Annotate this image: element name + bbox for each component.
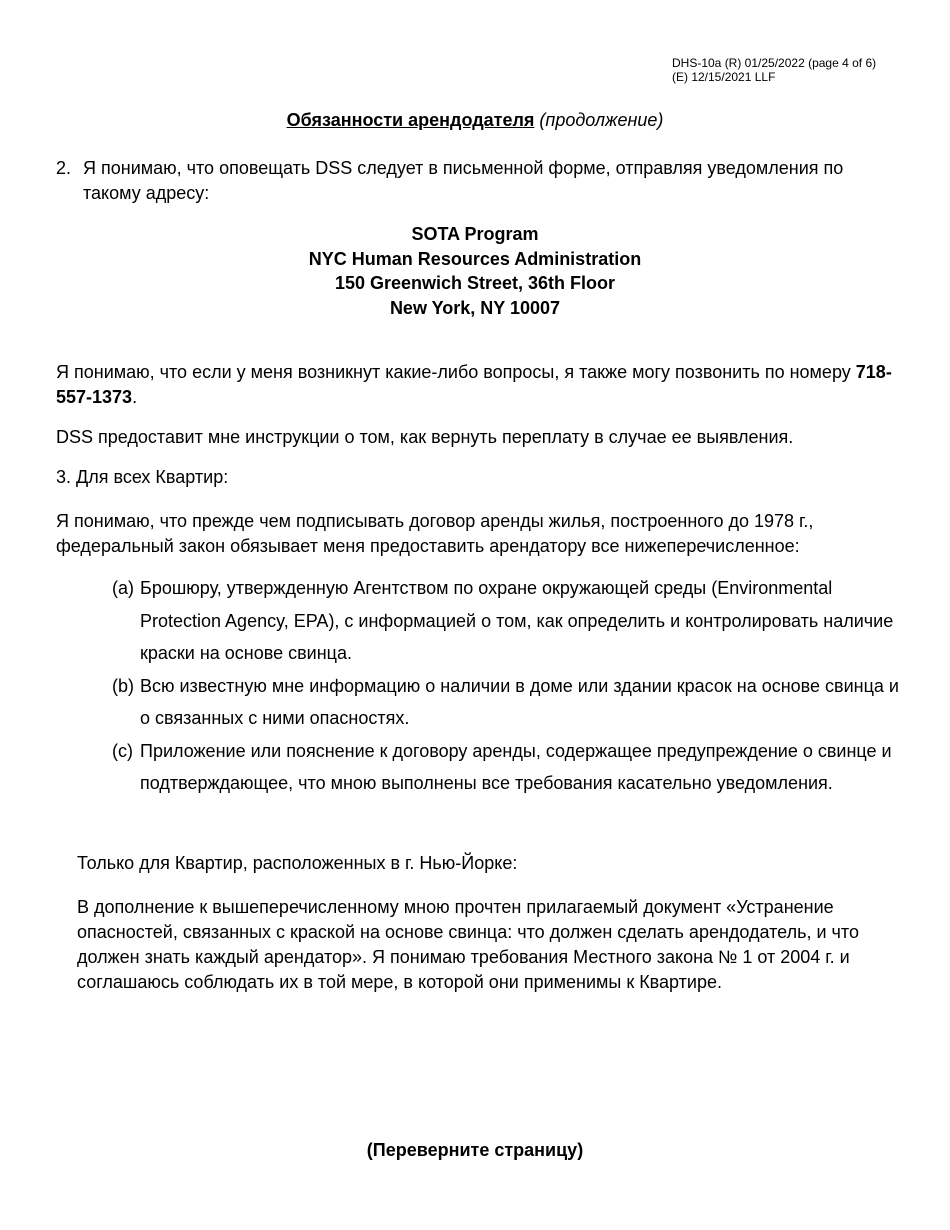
turn-page-note: (Переверните страницу) <box>366 1140 584 1160</box>
requirements-list <box>112 572 902 800</box>
list-item-text: Брошюру, утвержденную Агентством по охране окружающей среды (Environmental Protection Agency, EPA), с информацией о том, как определить и контролировать наличие краски на основе свинца. <box>140 578 894 663</box>
address-line4: New York, NY 10007 <box>389 297 561 318</box>
list-item-marker: (b) <box>112 675 134 696</box>
address-line3: 150 Greenwich Street, 36th Floor <box>334 273 616 293</box>
form-code <box>672 56 876 84</box>
form-code-line1: DHS-10a (R) 01/25/2022 (page 4 of 6) <box>672 56 877 70</box>
list-item-marker: (a) <box>112 578 134 598</box>
mailing-address <box>0 222 950 320</box>
list-item-text: Приложение или пояснение к договору аренды, содержащее предупреждение о свинце и подтверждающее, что мною выполнены все требования касательно уведомления. <box>140 740 892 793</box>
item-2-text: Я понимаю, что оповещать DSS следует в письменной форме, отправляя уведомления по такому адресу: <box>83 158 844 203</box>
phone-number: 718-557-1373 <box>56 362 892 407</box>
page-title-continuation: (продолжение) <box>539 110 664 130</box>
address-line1: SOTA Program <box>411 224 539 244</box>
overpayment-paragraph: DSS предоставит мне инструкции о том, как вернуть переплату в случае ее выявления. <box>56 427 794 447</box>
list-item <box>112 735 902 800</box>
address-line2: NYC Human Resources Administration <box>308 248 642 269</box>
form-code-line2: (E) 12/15/2021 LLF <box>672 70 776 84</box>
questions-paragraph <box>56 360 896 410</box>
list-item-marker: (c) <box>112 740 133 761</box>
local-law-paragraph: В дополнение к вышеперечисленному мною прочтен прилагаемый документ «Устранение опасностей, связанных с краской на основе свинца: что должен сделать арендодатель, и что должен знать каждый арендатор». Я понимаю требования Местного закона № 1 от 2004 г. и соглашаюсь соблюдать их в той мере, в которой они применимы к Квартире. <box>77 897 859 992</box>
item-3-heading: 3. Для всех Квартир: <box>56 467 229 487</box>
item-2-number: 2. <box>56 158 72 178</box>
page-title <box>0 108 950 132</box>
nyc-only-heading: Только для Квартир, расположенных в г. Нью-Йорке: <box>77 853 518 873</box>
list-item <box>112 572 902 670</box>
questions-text: Я понимаю, что если у меня возникнут какие-либо вопросы, я также могу позвонить по номеру <box>56 362 851 382</box>
questions-end: . <box>132 387 138 407</box>
federal-law-paragraph: Я понимаю, что прежде чем подписывать договор аренды жилья, построенного до 1978 г., федеральный закон обязывает меня предоставить арендатору все нижеперечисленное: <box>56 511 814 556</box>
list-item-text: Всю известную мне информацию о наличии в доме или здании красок на основе свинца и о связанных с ними опасностях. <box>140 675 899 728</box>
page-title-main: Обязанности арендодателя <box>286 110 535 130</box>
item-2-paragraph <box>56 156 896 206</box>
list-item <box>112 670 902 735</box>
